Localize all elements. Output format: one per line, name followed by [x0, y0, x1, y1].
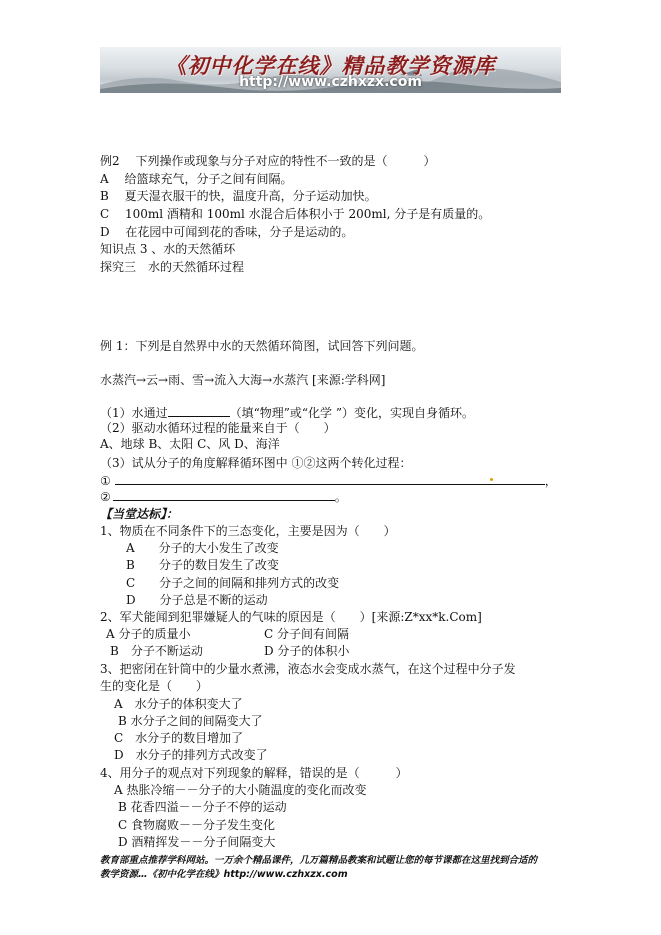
practice-1-option-b: B 分子的数目发生了改变 — [126, 558, 279, 572]
practice-1-question: 1、物质在不同条件下的三态变化，主要是因为（ ） — [100, 524, 396, 538]
banner-url[interactable]: http://www.czhxzx.com — [239, 74, 422, 90]
practice-1-option-a: A 分子的大小发生了改变 — [126, 541, 279, 555]
practice-1-option-d: D 分子总是不断的运动 — [126, 593, 268, 607]
explore-3-heading: 探究三 水的天然循环过程 — [100, 260, 245, 274]
line-2-end: 。 — [334, 490, 347, 504]
practice-heading: 【当堂达标】： — [100, 507, 179, 521]
question-1 — [100, 405, 474, 420]
example2-option-d: D 在花园中可闻到花的香味，分子是运动的。 — [100, 225, 354, 239]
footer-line-2: 教学资源…《初中化学在线》http://www.czhxzx.com — [100, 869, 348, 880]
practice-2-option-b: B 分子不断运动 — [110, 644, 203, 658]
example2-question: 例2 下列操作或现象与分子对应的特性不一致的是（ ） — [100, 154, 436, 168]
practice-3-question-line-1: 3、把密闭在针筒中的少量水煮沸，液态水会变成水蒸气，在这个过程中分子发 — [100, 662, 516, 676]
practice-3-option-b: B 水分子之间的间隔变大了 — [118, 714, 263, 728]
practice-3-option-c: C 水分子的数目增加了 — [114, 731, 244, 745]
decorative-dot — [490, 478, 493, 481]
question-1-suffix: （填“物理”或“化学 ”）变化，实现自身循环。 — [229, 406, 474, 420]
question-2-options: A、地球 B、太阳 C、风 D、海洋 — [100, 437, 280, 451]
line-1-end: ， — [544, 474, 557, 488]
answer-blank-2[interactable] — [113, 489, 335, 501]
circle-two-label: ② — [100, 490, 111, 504]
practice-2-option-d: D 分子的体积小 — [264, 644, 350, 658]
question-3-line-2 — [100, 489, 347, 504]
question-1-blank[interactable] — [168, 405, 230, 417]
example1-question: 例 1：下列是自然界中水的天然循环简图，试回答下列问题。 — [100, 339, 424, 353]
header-banner — [100, 47, 561, 93]
question-3-line-1 — [100, 473, 557, 488]
practice-4-option-c: C 食物腐败－－分子发生变化 — [118, 818, 275, 832]
banner-title: 《初中化学在线》精品教学资源库 — [165, 53, 496, 78]
knowledge-point-3: 知识点 3 、水的天然循环 — [100, 242, 236, 256]
footer-line-1: 教育部重点推荐学科网站。一万余个精品课件，几万篇精品教案和试题让您的每节课都在这里找到合适的 — [100, 855, 538, 866]
practice-2-option-c: C 分子间有间隔 — [264, 627, 349, 641]
practice-4-question: 4、用分子的观点对下列现象的解释，错误的是（ ） — [100, 766, 408, 780]
circle-one-label: ① — [100, 474, 111, 488]
practice-3-option-a: A 水分子的体积变大了 — [114, 697, 243, 711]
example2-option-a: A 给篮球充气，分子之间有间隔。 — [100, 172, 293, 186]
water-cycle-diagram: 水蒸汽→云→雨、雪→流入大海→水蒸汽 [来源:学科网] — [100, 373, 386, 387]
example2-option-b: B 夏天湿衣服干的快，温度升高，分子运动加快。 — [100, 189, 377, 203]
practice-2-question: 2、军犬能闻到犯罪嫌疑人的气味的原因是（ ）[来源:Z*xx*k.Com] — [100, 610, 482, 624]
question-2: （2）驱动水循环过程的能量来自于（ ） — [100, 421, 336, 435]
practice-3-option-d: D 水分子的排列方式改变了 — [114, 748, 268, 762]
practice-4-option-a: A 热胀冷缩－－分子的大小随温度的变化而改变 — [114, 783, 367, 797]
practice-4-option-b: B 花香四溢－－分子不停的运动 — [118, 800, 287, 814]
question-1-prefix: （1）水通过 — [100, 406, 168, 420]
practice-4-option-d: D 酒精挥发－－分子间隔变大 — [118, 835, 276, 849]
practice-3-question-line-2: 生的变化是（ ） — [100, 679, 209, 693]
question-3: （3）试从分子的角度解释循环图中 ①②这两个转化过程： — [100, 456, 412, 470]
practice-1-option-c: C 分子之间的间隔和排列方式的改变 — [126, 576, 340, 590]
example2-option-c: C 100ml 酒精和 100ml 水混合后体积小于 200ml, 分子是有质量的。 — [100, 207, 491, 221]
answer-blank-1[interactable] — [115, 473, 545, 485]
practice-2-option-a: A 分子的质量小 — [106, 627, 191, 641]
